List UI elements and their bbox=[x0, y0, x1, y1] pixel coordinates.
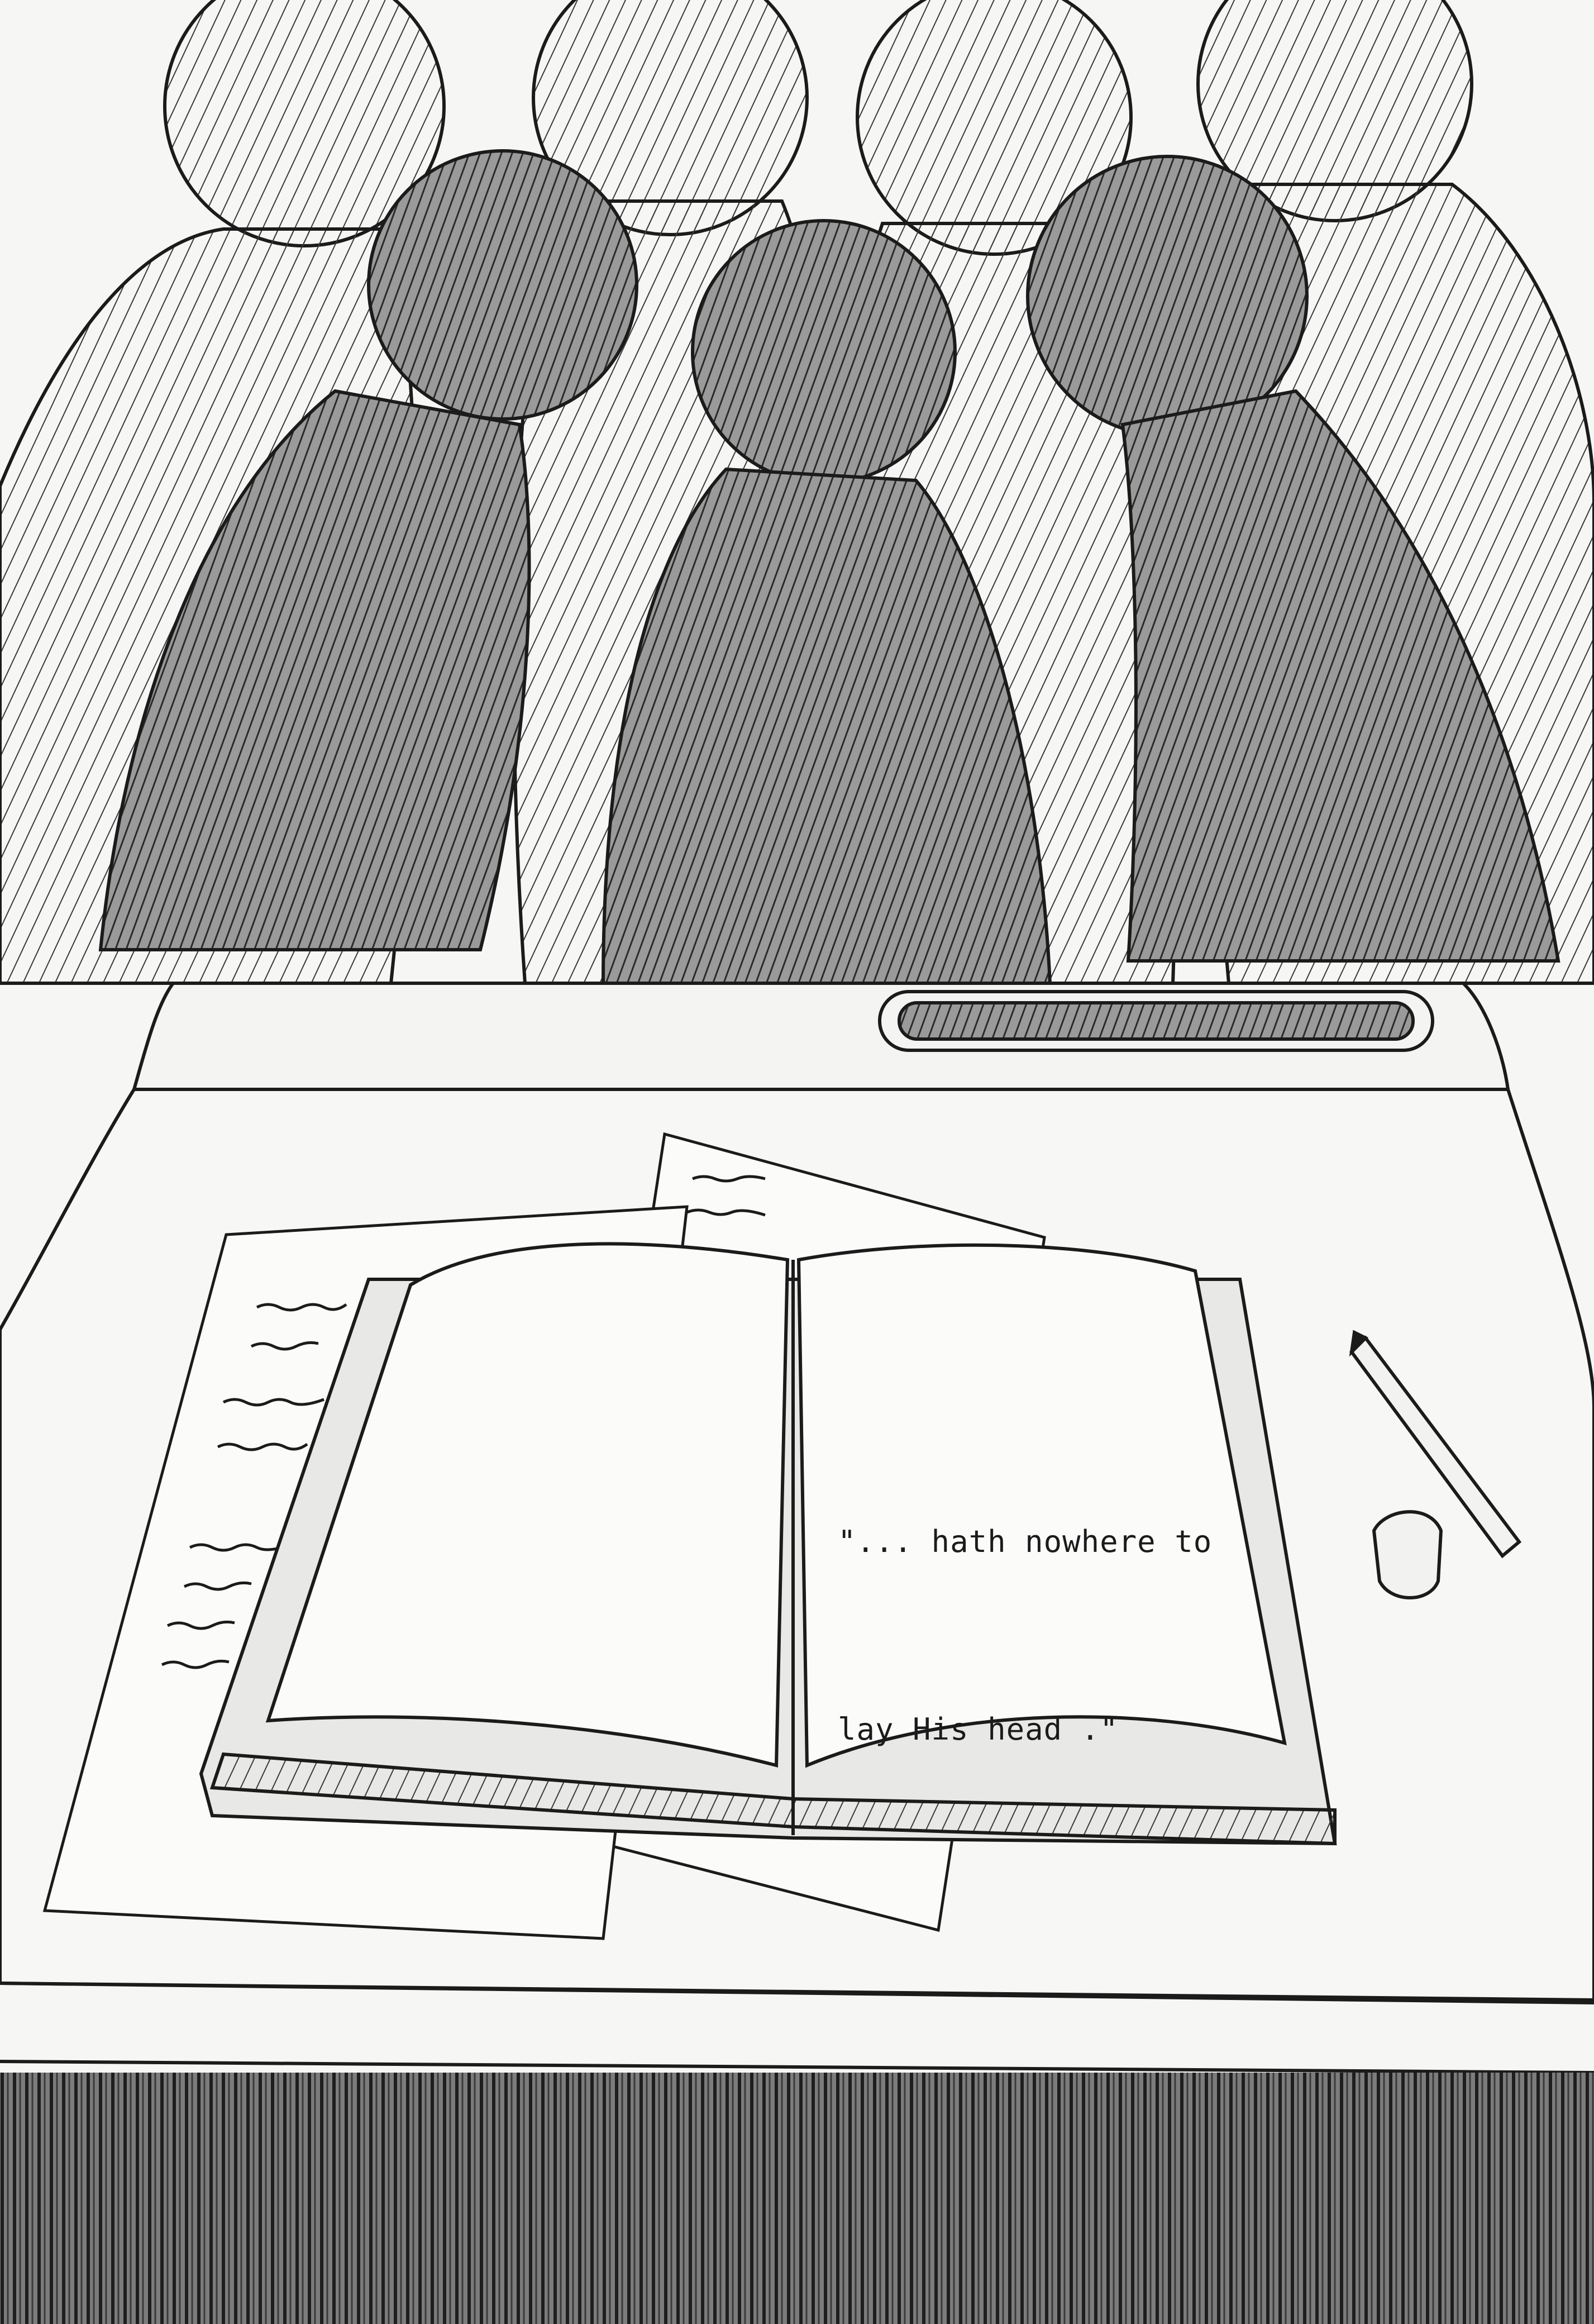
desk-front-panel bbox=[0, 2073, 1594, 2324]
book-quote-line-2: lay His head ." bbox=[838, 1712, 1119, 1747]
book-quote-line-1: "... hath nowhere to bbox=[838, 1524, 1213, 1559]
eraser bbox=[1374, 1512, 1441, 1598]
book-quote bbox=[838, 1385, 1240, 1823]
pencil-groove-inner bbox=[899, 1003, 1413, 1039]
